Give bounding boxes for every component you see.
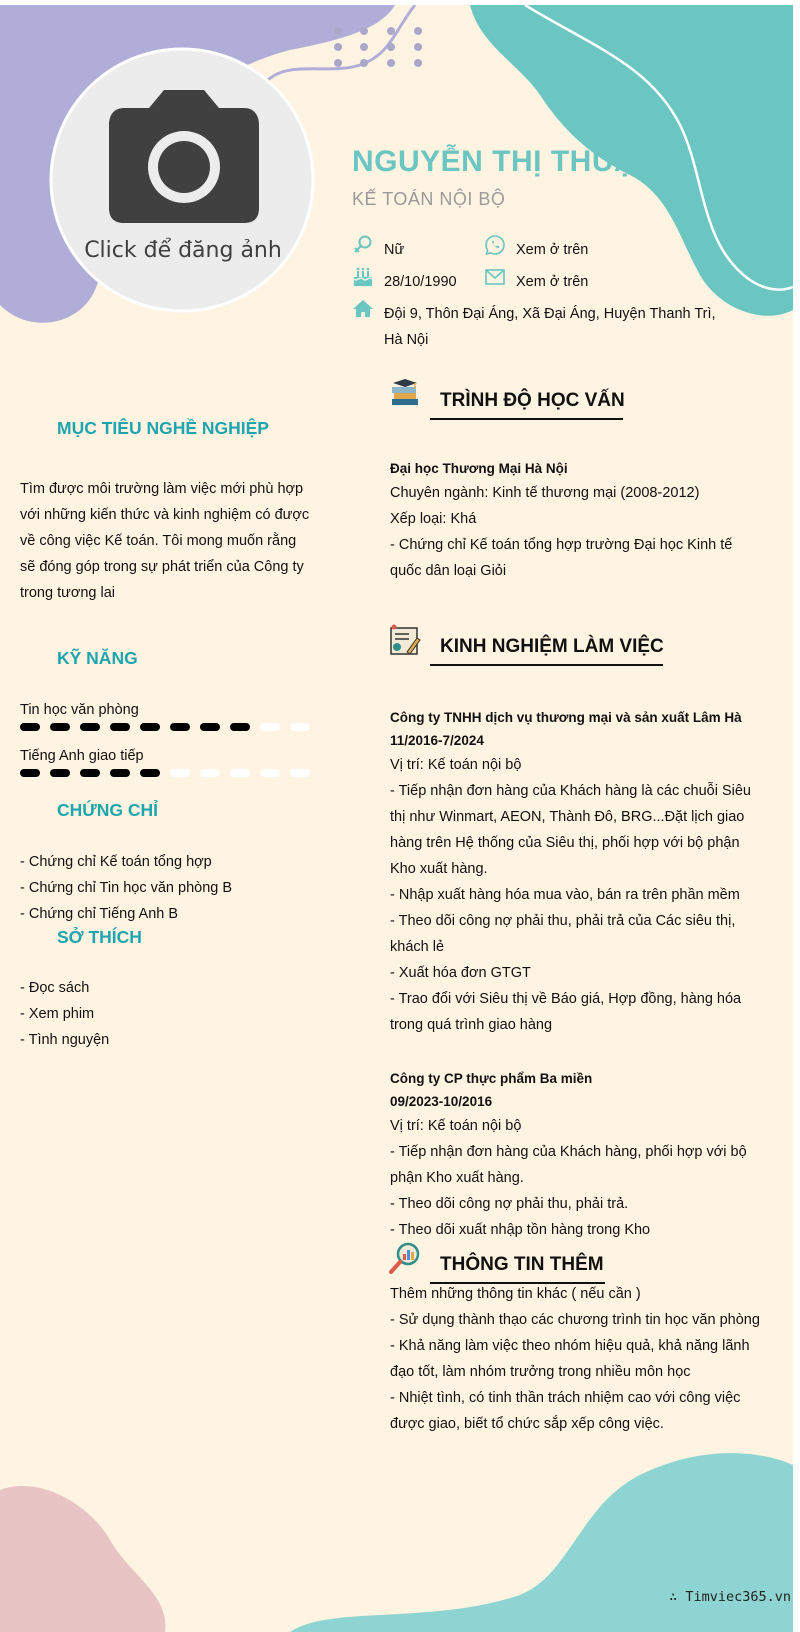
hobbies-title: SỞ THÍCH — [57, 927, 142, 947]
gender-value: Nữ — [384, 242, 405, 258]
certificates-list — [20, 849, 232, 927]
skill-dash-filled — [140, 769, 160, 777]
footer-brand[interactable]: ∴ Timviec365.vn — [669, 1589, 791, 1605]
additional-line: đạo tốt, làm nhóm trưởng trong nhiều môn học — [390, 1364, 691, 1380]
photo-upload-label: Click để đăng ảnh — [84, 238, 282, 263]
skill-dash-empty — [260, 769, 280, 777]
skill-dash-empty — [290, 769, 310, 777]
objective-line: về công việc Kế toán. Tôi mong muốn rằng — [20, 533, 297, 549]
skill-dash-filled — [230, 723, 250, 731]
job-line: khách lẻ — [390, 939, 445, 955]
skill-dash-filled — [170, 723, 190, 731]
skill-level-bar — [20, 723, 310, 731]
objective-line: trong tương lai — [20, 585, 115, 601]
candidate-name: NGUYỄN THỊ THUẬN — [352, 145, 659, 178]
job-company: Công ty CP thực phẩm Ba miền — [390, 1071, 593, 1086]
section-underline — [430, 418, 623, 420]
cv-paper — [0, 5, 793, 1632]
skill-dash-empty — [290, 723, 310, 731]
gender-icon — [352, 234, 374, 256]
skill-dash-filled — [80, 769, 100, 777]
additional-details — [390, 1281, 785, 1437]
address-line-2: Hà Nội — [384, 332, 429, 348]
education-title: TRÌNH ĐỘ HỌC VẤN — [440, 390, 625, 411]
education-extra: - Chứng chỉ Kế toán tổng hợp trường Đại học Kinh tế — [390, 537, 733, 553]
objective-line: Tìm được môi trường làm việc mới phù hợp — [20, 481, 304, 497]
section-underline — [430, 664, 663, 666]
skill-dash-filled — [20, 769, 40, 777]
skill-dash-empty — [260, 723, 280, 731]
job-line: Vị trí: Kế toán nội bộ — [390, 757, 522, 773]
work-experience-icon — [389, 624, 421, 656]
pink-blob — [0, 1486, 165, 1632]
home-icon — [352, 298, 374, 320]
skill-dash-filled — [80, 723, 100, 731]
birthday-cake-icon — [352, 266, 374, 288]
camera-icon — [104, 90, 264, 230]
additional-line: được giao, biết tổ chức sắp xếp công việc. — [390, 1416, 664, 1432]
experience-title: KINH NGHIỆM LÀM VIỆC — [440, 636, 664, 657]
skill-dash-filled — [200, 723, 220, 731]
photo-placeholder[interactable] — [52, 50, 314, 312]
education-extra: quốc dân loại Giỏi — [390, 563, 507, 579]
education-grade: Xếp loại: Khá — [390, 511, 477, 527]
skill-dash-filled — [140, 723, 160, 731]
skill-name: Tiếng Anh giao tiếp — [20, 748, 144, 764]
additional-line: - Khả năng làm việc theo nhóm hiệu quả, khả năng lãnh — [390, 1338, 750, 1354]
books-graduation-icon — [389, 377, 421, 409]
objective-line: sẽ đóng góp trong sự phát triển của Công ty — [20, 559, 304, 575]
hobby-item: - Đọc sách — [20, 980, 90, 996]
hobbies-list — [20, 975, 109, 1053]
objective-text — [20, 476, 320, 606]
education-major: Chuyên ngành: Kinh tế thương mại (2008-2012) — [390, 485, 700, 501]
teal-blob-bottom — [290, 1453, 793, 1632]
skills-title: KỸ NĂNG — [57, 648, 138, 668]
email-value: Xem ở trên — [516, 274, 589, 290]
job-line: - Theo dõi công nợ phải thu, phải trả. — [390, 1196, 629, 1212]
job-line: Kho xuất hàng. — [390, 861, 488, 877]
objective-line: với những kiến thức và kinh nghiệm có được — [20, 507, 310, 523]
job-company: Công ty TNHH dịch vụ thương mại và sản xuất Lâm Hà — [390, 710, 742, 725]
skill-dash-filled — [110, 769, 130, 777]
job-line: - Trao đổi với Siêu thị về Báo giá, Hợp đồng, hàng hóa — [390, 991, 742, 1007]
job-line: thị như Winmart, AEON, Thành Đô, BRG...Đặt lịch giao — [390, 809, 745, 825]
job-line: - Theo dõi công nợ phải thu, phải trả của Các siêu thị, — [390, 913, 736, 929]
address-line-1: Đội 9, Thôn Đại Áng, Xã Đại Áng, Huyện Thanh Trì, — [384, 306, 716, 322]
job-line: phận Kho xuất hàng. — [390, 1170, 524, 1186]
job-title: KẾ TOÁN NỘI BỘ — [352, 189, 506, 209]
education-details — [390, 458, 770, 584]
phone-value: Xem ở trên — [516, 242, 589, 258]
certificates-title: CHỨNG CHỈ — [57, 800, 159, 820]
job-line: - Tiếp nhận đơn hàng của Khách hàng là các chuỗi Siêu — [390, 783, 751, 799]
job-period: 09/2023-10/2016 — [390, 1094, 493, 1109]
additional-line: - Sử dụng thành thạo các chương trình tin học văn phòng — [390, 1312, 760, 1328]
phone-icon — [484, 234, 506, 256]
hobby-item: - Tình nguyện — [20, 1032, 110, 1048]
skill-dash-filled — [50, 723, 70, 731]
job-line: - Nhập xuất hàng hóa mua vào, bán ra trên phần mềm — [390, 887, 740, 903]
job-line: - Theo dõi xuất nhập tồn hàng trong Kho — [390, 1222, 651, 1238]
hobby-item: - Xem phim — [20, 1006, 95, 1022]
objective-title: MỤC TIÊU NGHỀ NGHIỆP — [57, 418, 269, 438]
birthday-value: 28/10/1990 — [384, 274, 457, 290]
additional-line: Thêm những thông tin khác ( nếu cần ) — [390, 1286, 641, 1302]
skill-dash-filled — [20, 723, 40, 731]
experience-job-1 — [390, 706, 780, 1038]
job-line: trong quá trình giao hàng — [390, 1017, 553, 1033]
skill-level-bar — [20, 769, 310, 777]
certificate-item: - Chứng chỉ Tin học văn phòng B — [20, 880, 233, 896]
skill-dash-filled — [110, 723, 130, 731]
job-period: 11/2016-7/2024 — [390, 733, 484, 748]
additional-title: THÔNG TIN THÊM — [440, 1254, 604, 1275]
skill-dash-empty — [200, 769, 220, 777]
chart-magnifier-icon — [389, 1242, 421, 1274]
skill-dash-filled — [50, 769, 70, 777]
additional-line: - Nhiệt tình, có tinh thần trách nhiệm cao với công việc — [390, 1390, 741, 1406]
skill-dash-empty — [230, 769, 250, 777]
certificate-item: - Chứng chỉ Tiếng Anh B — [20, 906, 179, 922]
education-school: Đại học Thương Mại Hà Nội — [390, 461, 568, 476]
job-line: Vị trí: Kế toán nội bộ — [390, 1118, 522, 1134]
skill-dash-empty — [170, 769, 190, 777]
certificate-item: - Chứng chỉ Kế toán tổng hợp — [20, 854, 212, 870]
email-icon — [484, 266, 506, 288]
job-line: hàng trên Hệ thống của Siêu thị, phối hợp với bộ phận — [390, 835, 740, 851]
job-line: - Xuất hóa đơn GTGT — [390, 965, 531, 981]
skill-name: Tin học văn phòng — [20, 702, 139, 718]
job-line: - Tiếp nhận đơn hàng của Khách hàng, phối hợp với bộ — [390, 1144, 747, 1160]
experience-job-2 — [390, 1067, 780, 1243]
